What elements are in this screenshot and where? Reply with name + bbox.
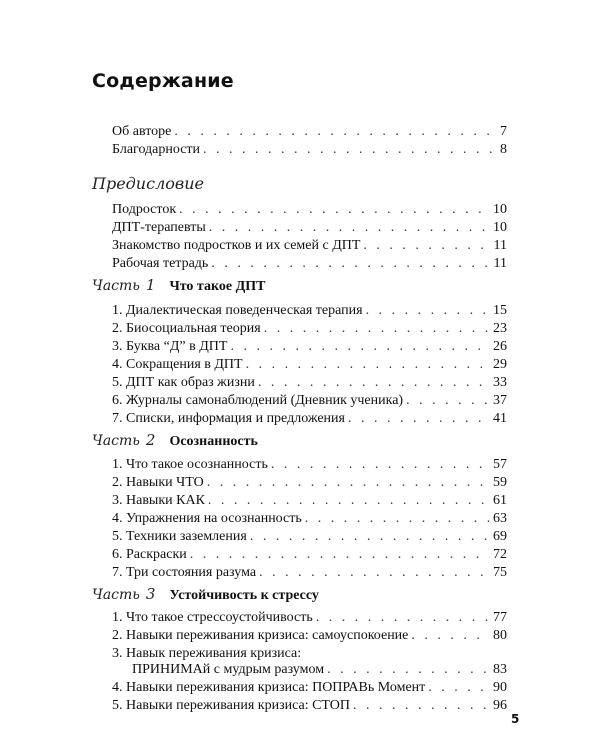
toc-entry-title: 3. Навык переживания кризиса: [112,646,302,661]
page-title: Содержание [92,70,234,92]
toc-entry-page: 75 [493,565,507,580]
toc-entry[interactable] [112,474,507,492]
dot-leader [174,123,497,141]
dot-leader [203,141,497,159]
toc-entry-page: 29 [493,357,507,372]
toc-entry[interactable] [112,609,507,627]
dot-leader [259,564,490,582]
dot-leader [211,255,490,273]
toc-entry-continuation[interactable] [132,661,507,679]
dot-leader [327,661,490,679]
toc-entry-page: 15 [493,303,507,318]
toc-entry-page: 10 [493,202,507,217]
toc-entry-title: 1. Диалектическая поведенческая терапия [112,303,363,318]
section-heading-preface: Предисловие [92,174,204,193]
toc-entry-title: ПРИНИМАй с мудрым разумом [132,662,325,677]
toc-entry-page: 37 [493,393,507,408]
toc-entry[interactable] [112,492,507,510]
dot-leader [428,679,490,697]
dot-leader [179,201,490,219]
toc-entry-title: 4. Сокращения в ДПТ [112,357,243,372]
toc-entry[interactable] [112,697,507,715]
dot-leader [207,474,490,492]
dot-leader [264,320,490,338]
toc-entry-page: 63 [493,511,507,526]
dot-leader [305,510,490,528]
toc-entry-title: Знакомство подростков и их семей с ДПТ [112,238,361,253]
toc-entry[interactable] [112,410,507,428]
page-number: 5 [511,712,520,726]
toc-entry-page: 61 [493,493,507,508]
toc-entry[interactable] [112,528,507,546]
dot-leader [258,374,490,392]
toc-entry-title: 1. Что такое стрессоустойчивость [112,610,313,625]
toc-entry[interactable] [112,374,507,392]
dot-leader [246,356,490,374]
toc-entry-page: 69 [493,529,507,544]
part-word: Часть [92,433,140,449]
toc-entry-page: 10 [493,220,507,235]
dot-leader [271,456,490,474]
toc-entry-title: 3. Буква “Д” в ДПТ [112,339,228,354]
dot-leader [209,219,490,237]
toc-entry-title: Рабочая тетрадь [112,256,209,271]
toc-entry-title: Благодарности [112,142,201,157]
toc-entry-title: 5. Техники заземления [112,529,247,544]
dot-leader [363,237,490,255]
toc-entry[interactable] [112,255,507,273]
toc-entry-title: 5. ДПТ как образ жизни [112,375,255,390]
toc-entry-page: 83 [493,662,507,677]
toc-entry-title: 5. Навыки переживания кризиса: СТОП [112,698,351,713]
toc-entry[interactable] [112,456,507,474]
dot-leader [208,492,490,510]
toc-entry-title: 7. Три состояния разума [112,565,257,580]
toc-entry-title: 2. Навыки ЧТО [112,475,204,490]
part-title: Осознанность [169,434,258,449]
dot-leader [190,546,490,564]
part-heading-1 [92,276,265,295]
toc-entry-page: 80 [493,628,507,643]
toc-entry-page: 72 [493,547,507,562]
part-title: Устойчивость к стрессу [169,588,319,603]
toc-entry-title: 3. Навыки КАК [112,493,205,508]
toc-entry[interactable] [112,201,507,219]
dot-leader [250,528,490,546]
toc-entry[interactable] [112,564,507,582]
toc-entry-page: 33 [493,375,507,390]
toc-entry[interactable] [112,679,507,697]
dot-leader [230,338,490,356]
toc-entry-page: 59 [493,475,507,490]
part-heading-3 [92,585,319,604]
toc-entry-title: Подросток [112,202,177,217]
part-heading-2 [92,431,258,450]
toc-entry-title: 4. Навыки переживания кризиса: ПОПРАВь Момент [112,680,426,695]
toc-entry-page: 90 [493,680,507,695]
toc-entry[interactable] [112,510,507,528]
toc-entry-title: Об авторе [112,124,172,139]
toc-entry-page: 57 [493,457,507,472]
toc-entry-page: 26 [493,339,507,354]
toc-entry-page: 23 [493,321,507,336]
dot-leader [353,697,490,715]
toc-entry-page: 8 [500,142,507,157]
toc-entry-page: 96 [493,698,507,713]
dot-leader [411,627,490,645]
toc-entry-page: 11 [493,238,507,253]
toc-entry[interactable] [112,392,507,410]
part-title: Что такое ДПТ [169,279,266,294]
toc-entry[interactable] [112,356,507,374]
toc-entry-title: 2. Биосоциальная теория [112,321,261,336]
toc-entry[interactable] [112,546,507,564]
toc-entry-title: 1. Что такое осознанность [112,457,268,472]
toc-entry-page: 41 [493,411,507,426]
dot-leader [366,302,490,320]
toc-entry-title: 2. Навыки переживания кризиса: самоуспокоение [112,628,409,643]
toc-entry[interactable] [112,627,507,645]
toc-entry-page: 11 [493,256,507,271]
toc-entry-page: 77 [493,610,507,625]
toc-entry-title: 4. Упражнения на осознанность [112,511,302,526]
toc-entry[interactable] [112,338,507,356]
toc-entry-title: 7. Списки, информация и предложения [112,411,345,426]
toc-entry[interactable] [112,123,507,141]
part-number: 1 [145,276,156,294]
toc-entry-title: ДПТ-терапевты [112,220,206,235]
toc-entry-title: 6. Журналы самонаблюдений (Дневник ученика) [112,393,404,408]
toc-entry-page: 7 [500,124,507,139]
part-word: Часть [92,278,140,294]
toc-entry[interactable] [112,237,507,255]
toc-entry[interactable] [112,320,507,338]
part-number: 2 [145,431,156,449]
toc-entry[interactable] [112,219,507,237]
dot-leader [348,410,490,428]
dot-leader [316,609,490,627]
toc-entry-title: 6. Раскраски [112,547,187,562]
toc-entry[interactable] [112,141,507,159]
toc-entry[interactable] [112,302,507,320]
part-word: Часть [92,587,140,603]
dot-leader [406,392,490,410]
part-number: 3 [145,585,156,603]
